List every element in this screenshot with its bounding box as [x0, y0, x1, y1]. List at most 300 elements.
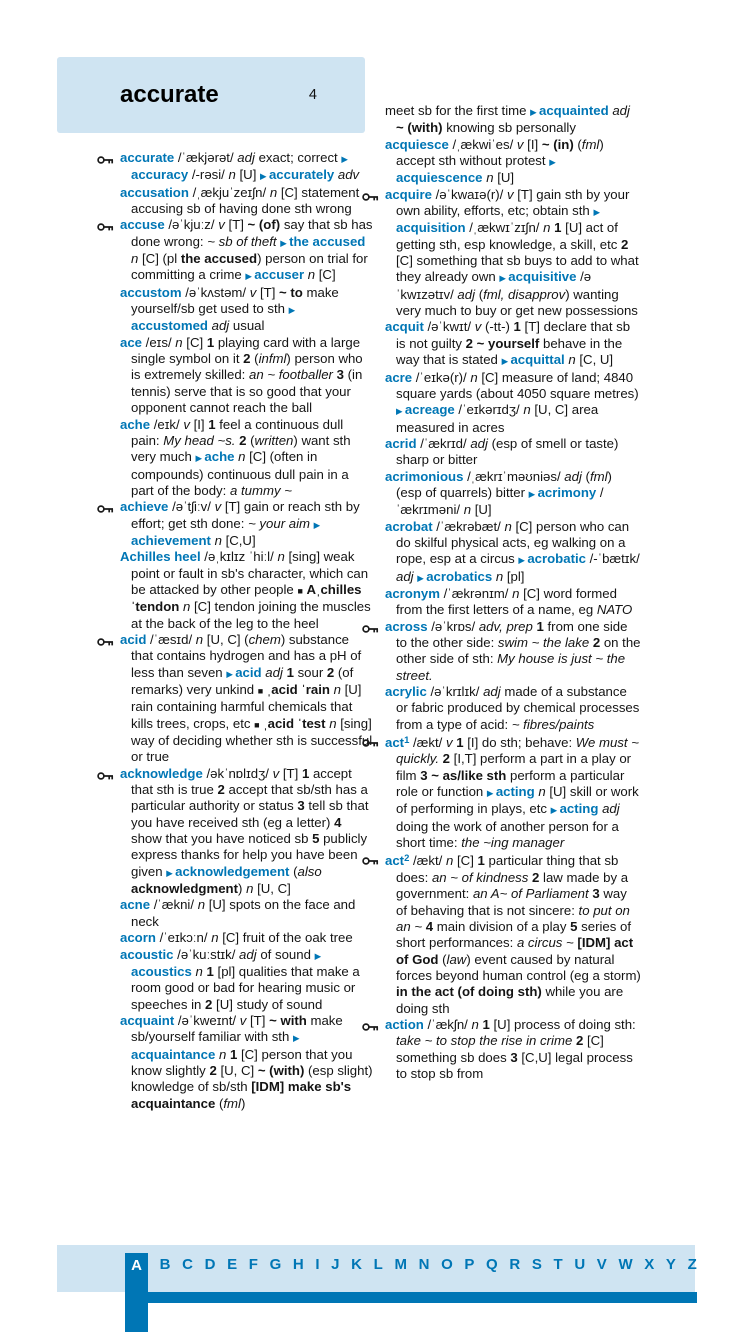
- entry-text-bold: 2: [205, 996, 213, 1012]
- dictionary-entry: [120, 897, 373, 930]
- alphabet-letter-a-active[interactable]: A: [125, 1253, 148, 1332]
- entry-text-italic: n: [523, 402, 531, 418]
- entry-text: exact; correct: [254, 150, 342, 165]
- dictionary-entry: [385, 187, 641, 320]
- entry-text: /əˈkwaɪə(r)/: [431, 186, 507, 202]
- entry-text: /ˈeɪkə(r)/: [412, 369, 471, 385]
- entry-text-bold: ~ as/like sth: [431, 767, 507, 783]
- entry-text: on the other side of sth:: [396, 635, 641, 667]
- entry-text: /eɪk/: [150, 416, 184, 432]
- entry-text: [T]: [279, 765, 302, 781]
- derivative-arrow-icon: ▶: [593, 207, 600, 218]
- derivative-arrow-icon: ▶: [501, 356, 511, 367]
- entry-text-italic: n: [183, 599, 191, 615]
- entry-text-bold: in the act (of doing sth): [396, 984, 542, 1000]
- dictionary-entry: [385, 436, 641, 469]
- entry-text-bold: ~ (with): [396, 120, 443, 136]
- keyword-key-icon: [97, 635, 114, 651]
- derivative-arrow-icon: ▶: [313, 519, 321, 530]
- alphabet-letter-u[interactable]: U: [574, 1256, 586, 1273]
- dictionary-entry: [120, 217, 373, 284]
- derivative-arrow-icon: ▶: [260, 171, 269, 182]
- entry-text-italic: fml: [581, 136, 600, 152]
- guideword-header-panel: [57, 57, 365, 133]
- headword: accusation: [120, 184, 189, 200]
- entry-text-italic: to put on an ~: [396, 902, 630, 934]
- entry-text: /eɪs/: [142, 334, 176, 350]
- dictionary-entry: [385, 103, 641, 137]
- entry-text: /əˈkwɪt/: [423, 319, 475, 335]
- entry-text-italic: fml: [223, 1095, 241, 1111]
- entry-text: [I]: [523, 136, 542, 152]
- entry-text: [C] something sb does: [396, 1033, 604, 1065]
- dictionary-entry: [385, 733, 641, 851]
- entry-text: ) substance that contains hydrogen and has a pH of less than seven: [131, 631, 362, 680]
- derivative-arrow-icon: ▶: [195, 453, 205, 464]
- keyword-key-icon: [97, 769, 114, 785]
- alphabet-letter-t[interactable]: T: [553, 1256, 563, 1273]
- derivative-word: achievement: [131, 532, 211, 548]
- entry-text: /əˌkɪlɪz ˈhiːl/: [200, 549, 278, 565]
- entry-text-italic: n: [195, 963, 203, 979]
- entry-text-italic: v: [218, 217, 225, 233]
- derivative-arrow-icon: ▶: [226, 668, 236, 679]
- entry-text-bold: 1: [286, 664, 294, 680]
- derivative-arrow-icon: ▶: [280, 237, 290, 248]
- entry-text: [C] person who can do skilful physical acts, eg walking on a rope, esp at a circus: [396, 518, 630, 567]
- entry-text: /əˈkrɪlɪk/: [426, 684, 484, 700]
- entry-text: ) want sth very much: [131, 432, 351, 465]
- alphabet-letter-l[interactable]: L: [373, 1256, 383, 1273]
- headword: across: [385, 618, 428, 634]
- keyword-key-icon: [362, 854, 379, 870]
- entry-text-italic: fml, disapprov: [483, 286, 566, 302]
- compound-square-icon: ■: [297, 585, 303, 596]
- entry-text: [C]: [453, 853, 478, 869]
- entry-text: ) event caused by natural forces beyond human control (eg a storm): [396, 951, 641, 983]
- entry-text-bold: ~ with: [269, 1012, 307, 1028]
- entry-text: sour: [293, 664, 327, 680]
- entry-text: [C, U]: [575, 352, 614, 368]
- entry-text-italic: adj: [483, 684, 501, 700]
- entry-text: ) accept sth without protest: [396, 136, 604, 169]
- entry-text-bold: 4: [334, 814, 342, 830]
- entry-text-italic: adj: [564, 468, 582, 484]
- entry-text: [U] skill or work of performing in plays, etc: [396, 784, 639, 817]
- dictionary-entry: [385, 619, 641, 684]
- keyword-key-icon: [97, 220, 114, 236]
- entry-text-italic: n: [333, 682, 341, 697]
- entry-text: [U] process of doing sth:: [489, 1016, 636, 1032]
- entry-text: feel a continuous dull pain:: [131, 416, 344, 448]
- alphabet-letter-x[interactable]: X: [644, 1256, 655, 1273]
- entry-text-bold: 2: [239, 432, 247, 448]
- alphabet-letter-c[interactable]: C: [182, 1256, 193, 1273]
- entry-text: (: [246, 432, 255, 448]
- entry-text-bold: 1: [482, 1016, 490, 1032]
- entry-text: [T]: [224, 217, 248, 233]
- dictionary-entry: [120, 930, 373, 946]
- page-number: 4: [308, 87, 317, 103]
- dictionary-entry: [385, 469, 641, 519]
- keyword-key-icon: [362, 1020, 379, 1036]
- entry-text-italic: adj: [237, 150, 255, 165]
- entry-text: /ˈækrəbæt/: [432, 518, 505, 534]
- headword: action: [385, 1016, 424, 1032]
- entry-text-italic: ~ fibres/paints: [511, 716, 595, 732]
- entry-text: /-ˈbætɪk/: [585, 551, 640, 567]
- alphabet-nav: [125, 1253, 697, 1276]
- headword: accustom: [120, 284, 182, 300]
- derivative-arrow-icon: ▶: [499, 273, 509, 284]
- entry-text-bold: 1: [206, 963, 214, 979]
- entry-text-italic: an A~ of Parliament: [472, 886, 589, 902]
- keyword-key-icon: [97, 502, 114, 518]
- entry-text: publicly express thanks for help you have been given: [131, 831, 368, 879]
- entry-text: [I]: [189, 416, 209, 432]
- entry-text: /ˈeɪkɔːn/: [155, 930, 212, 946]
- entry-text-bold: 5: [312, 831, 320, 847]
- alphabet-letter-p[interactable]: P: [464, 1256, 475, 1273]
- entry-text-bold: 1: [229, 1046, 238, 1062]
- entry-text-italic: n: [486, 170, 494, 186]
- derivative-arrow-icon: ▶: [288, 305, 296, 316]
- entry-text: [C] tendon joining the muscles at the back of the leg to the heel: [131, 599, 371, 631]
- entry-text-bold: 2: [217, 782, 225, 798]
- homograph-number: 2: [404, 853, 410, 865]
- entry-text-italic: v: [272, 765, 280, 781]
- alphabet-letter-e[interactable]: E: [227, 1256, 238, 1273]
- entry-text: /əˈkuːstɪk/: [173, 946, 240, 962]
- entry-text: /-rəsi/: [188, 167, 229, 183]
- entry-text: /əˈkrɒs/: [427, 618, 479, 634]
- entry-text-italic: n: [463, 502, 472, 518]
- entry-text-italic: adj: [239, 946, 257, 962]
- entry-text-italic: We must ~ quickly.: [396, 735, 639, 767]
- entry-text-bold: ~ yourself: [476, 335, 540, 351]
- derivative-word: acid: [235, 664, 262, 680]
- entry-text-italic: n: [228, 167, 236, 183]
- entry-text: /ˈæsɪd/: [146, 631, 196, 647]
- alphabet-letter-k[interactable]: K: [351, 1256, 362, 1273]
- headword: ace: [120, 334, 143, 350]
- entry-text: meet sb for the first time: [385, 103, 531, 118]
- entry-text: /əˈkjuːz/: [164, 217, 219, 233]
- entry-text-italic: n: [218, 1046, 227, 1062]
- entry-text: [U, C] (: [203, 631, 249, 647]
- entry-text-italic: swim ~ the lake: [497, 635, 590, 650]
- entry-text: (in tennis) serve that is so good that your opponent cannot reach the ball: [131, 367, 363, 416]
- entry-text: /ækt/: [409, 735, 446, 751]
- entry-text-bold: ~ (of): [247, 217, 281, 233]
- entry-text-italic: n: [246, 881, 254, 897]
- keyword-key-icon: [362, 622, 379, 638]
- headword: acrimonious: [385, 468, 464, 484]
- entry-text-italic: n: [277, 549, 285, 565]
- entry-text-bold: make sb's acquaintance: [131, 1079, 352, 1111]
- entry-text-italic: also: [297, 863, 322, 879]
- dictionary-entry: [120, 285, 373, 335]
- entry-text: [T]: [256, 284, 280, 300]
- entry-text-italic: an ~ of kindness: [431, 869, 529, 885]
- entry-text-italic: n: [131, 251, 139, 267]
- entry-text: /ækt/: [409, 853, 446, 869]
- headword: act: [385, 735, 405, 751]
- entry-text: accept that sb/sth has a particular authority or status: [131, 782, 368, 814]
- alphabet-letter-i[interactable]: I: [315, 1256, 320, 1273]
- entry-text: /ˌækrɪˈməʊniəs/: [463, 468, 565, 484]
- dictionary-entry: [120, 766, 373, 898]
- entry-text: /ˈækrənɪm/: [439, 585, 513, 601]
- entry-text-bold: 1: [536, 618, 544, 634]
- alphabet-bar: [125, 1292, 697, 1303]
- entry-text-bold: 3: [592, 886, 600, 902]
- entry-text-bold: 4: [425, 918, 434, 934]
- derivative-arrow-icon: ▶: [550, 805, 560, 816]
- entry-text-italic: v: [506, 186, 514, 202]
- entry-text: /əˈkʌstəm/: [181, 284, 250, 300]
- dictionary-entry: [385, 137, 641, 187]
- entry-text: of sound: [256, 946, 315, 962]
- entry-text-bold: ~ (with): [257, 1062, 305, 1078]
- entry-text-bold: 3: [336, 367, 344, 383]
- derivative-word: acrobatics: [426, 568, 493, 584]
- entry-text: (-tt-): [481, 319, 514, 335]
- alphabet-letter-m[interactable]: M: [394, 1256, 407, 1273]
- derivative-word: acting: [559, 801, 599, 817]
- headword: accuse: [120, 217, 165, 233]
- entry-text-italic: fml: [589, 468, 608, 484]
- entry-text: ) (esp of quarrels) bitter: [396, 468, 612, 500]
- derivative-word: accuser: [254, 267, 305, 283]
- entry-text: show that you have noticed sb: [131, 831, 313, 847]
- entry-text-bold: 3: [297, 798, 305, 814]
- derivative-word: acquisitive: [508, 269, 577, 285]
- alphabet-letter-n[interactable]: N: [418, 1256, 430, 1273]
- entry-text-italic: n: [197, 897, 206, 913]
- alphabet-letter-r[interactable]: R: [509, 1256, 521, 1273]
- derivative-word: acting: [495, 784, 535, 800]
- entry-text-italic: v: [183, 416, 190, 432]
- dictionary-entry: [385, 586, 641, 619]
- derivative-arrow-icon: ▶: [549, 157, 556, 168]
- entry-text-bold: 3: [510, 1049, 518, 1065]
- entry-text: [sing] weak point or fault in sb's character, which can be attacked by other people: [131, 549, 369, 597]
- entry-text: [U, C]: [216, 1062, 258, 1078]
- derivative-arrow-icon: ▶: [417, 572, 427, 583]
- alphabet-letter-b[interactable]: B: [159, 1256, 171, 1273]
- dictionary-entry: [385, 684, 641, 733]
- entry-text: [I] do sth; behave:: [463, 735, 576, 751]
- derivative-word: acreage: [404, 402, 455, 418]
- entry-text: [C] fruit of the oak tree: [218, 930, 353, 946]
- entry-text-italic: n: [211, 930, 219, 946]
- derivative-word: accurately: [268, 167, 335, 183]
- derivative-arrow-icon: ▶: [396, 406, 405, 417]
- alphabet-letter-w[interactable]: W: [618, 1256, 633, 1273]
- headword: acrylic: [385, 684, 427, 700]
- compound-square-icon: ■: [254, 719, 260, 730]
- entry-text: (esp of smell or taste) sharp or bitter: [396, 435, 619, 468]
- entry-text: [T] gain or reach sth by effort; get sth done:: [131, 499, 360, 531]
- entry-text-italic: n: [512, 585, 520, 601]
- entry-text-bold: 2: [442, 751, 451, 767]
- entry-text: (: [289, 863, 298, 879]
- entry-text: accept that sth is true: [131, 765, 352, 798]
- entry-text: [C]: [182, 334, 207, 350]
- dictionary-column-left: [120, 150, 373, 1112]
- entry-text-italic: adj: [602, 801, 620, 817]
- entry-text-italic: n: [175, 334, 183, 350]
- alphabet-letter-q[interactable]: Q: [486, 1256, 498, 1273]
- entry-text-bold: 1: [206, 334, 215, 350]
- alphabet-letter-f[interactable]: F: [248, 1256, 258, 1273]
- entry-text: usual: [229, 318, 265, 334]
- entry-text: [T] gain sth by your own ability, efforts, etc; obtain sth: [396, 186, 630, 219]
- dictionary-entry: [120, 499, 373, 549]
- entry-text: [T]: [246, 1012, 270, 1028]
- derivative-word: acrobatic: [527, 551, 586, 567]
- entry-text: (of remarks) very unkind: [131, 664, 354, 697]
- entry-text-italic: My house is just ~ the street.: [396, 651, 626, 683]
- entry-text-bold: 3: [420, 767, 428, 783]
- entry-text: make yourself/sb get used to sth: [131, 284, 339, 317]
- alphabet-letter-d[interactable]: D: [204, 1256, 216, 1273]
- entry-text: ): [238, 881, 247, 897]
- derivative-word: accustomed: [131, 318, 208, 334]
- entry-text: [U] rain containing harmful chemicals that kills trees, crops, etc: [131, 682, 362, 731]
- dictionary-entry: [385, 519, 641, 586]
- entry-text-italic: n: [214, 532, 222, 548]
- entry-text: behave in the way that is stated: [396, 335, 623, 368]
- entry-text: (esp slight) knowledge of sb/sth: [131, 1062, 373, 1095]
- entry-text: made of a substance or fabric produced by chemical processes from a type of acid:: [396, 684, 640, 732]
- entry-text-italic: adj: [265, 664, 283, 680]
- entry-text-italic: the ~ing manager: [461, 835, 565, 851]
- entry-text-italic: NATO: [596, 602, 633, 618]
- entry-text: /əkˈnɒlɪdʒ/: [202, 765, 273, 781]
- headword: acronym: [385, 585, 440, 601]
- entry-text: ): [240, 1095, 246, 1111]
- entry-text: [C] (pl: [138, 251, 181, 267]
- entry-text-italic: v: [446, 735, 453, 751]
- entry-text: /ˌækwɪˈzɪʃn/: [465, 220, 544, 236]
- entry-text: perform a particular role or function: [396, 767, 625, 800]
- derivative-word: acquisition: [396, 220, 466, 236]
- entry-text-bold: 1: [208, 416, 216, 432]
- entry-text: knowing sb personally: [442, 120, 576, 136]
- derivative-word: acknowledgement: [175, 863, 290, 879]
- keyword-key-icon: [97, 153, 114, 169]
- dictionary-entry: [120, 1013, 373, 1112]
- entry-text-italic: a circus ~: [516, 935, 574, 951]
- entry-text: [pl] qualities that make a room good or bad for hearing music or speeches in: [131, 963, 360, 1012]
- idiom-marker: [IDM]: [577, 935, 611, 951]
- entry-text: main division of a play: [433, 918, 571, 934]
- entry-text: series of short performances:: [396, 918, 631, 951]
- headword: acoustic: [120, 946, 174, 962]
- dictionary-entry: [120, 185, 373, 218]
- entry-text: [I,T] perform a part in a play or film: [396, 751, 632, 783]
- entry-text: [U]: [235, 167, 261, 183]
- keyword-key-icon: [362, 736, 379, 752]
- entry-text-bold: 2: [592, 635, 601, 650]
- entry-text: [U] spots on the face and neck: [131, 897, 356, 929]
- entry-text: (: [573, 136, 582, 152]
- alphabet-letter-g[interactable]: G: [269, 1256, 282, 1273]
- idiom-marker: [IDM]: [251, 1079, 285, 1095]
- headword: acknowledge: [120, 765, 203, 781]
- headword: acrobat: [385, 518, 433, 534]
- entry-text-italic: v: [516, 136, 524, 152]
- entry-text-bold: 1: [301, 765, 310, 781]
- entry-text: /ˈækjərət/: [174, 150, 238, 165]
- entry-text: [C] measure of land; 4840 square yards (about 4050 square metres): [396, 369, 639, 401]
- entry-text: make sb/yourself familiar with sth: [131, 1012, 343, 1045]
- dictionary-entry: [385, 1017, 641, 1082]
- entry-text: doing the work of another person for a short time:: [396, 818, 619, 851]
- entry-text-italic: written: [254, 432, 294, 448]
- alphabet-letter-y[interactable]: Y: [665, 1256, 676, 1273]
- entry-text: [C] statement accusing sb of having done sth wrong: [131, 184, 360, 217]
- alphabet-letter-v[interactable]: V: [596, 1256, 607, 1273]
- homograph-number: 1: [404, 735, 410, 747]
- entry-text: (: [438, 951, 447, 967]
- derivative-arrow-icon: ▶: [245, 271, 255, 282]
- entry-text: [C]: [315, 267, 336, 283]
- entry-text-bold: ˌacid ˈrain: [266, 682, 330, 697]
- derivative-word: acquiescence: [396, 170, 483, 186]
- entry-text-italic: adj: [396, 568, 414, 584]
- entry-text-italic: ~ sb of theft: [207, 233, 277, 249]
- alphabet-letter-o[interactable]: O: [441, 1256, 453, 1273]
- dictionary-entry: [120, 335, 373, 417]
- entry-text-bold: Aˌchilles ˈtendon: [131, 581, 362, 615]
- entry-text-italic: adj: [470, 435, 488, 451]
- entry-text-italic: adj: [457, 286, 476, 302]
- entry-text-bold: 1: [456, 735, 464, 751]
- entry-text: /ˈækrɪməni/: [396, 484, 604, 518]
- alphabet-letter-j[interactable]: J: [331, 1256, 340, 1273]
- entry-text-italic: v: [214, 499, 222, 515]
- entry-text-italic: n: [538, 784, 546, 800]
- alphabet-letter-s[interactable]: S: [531, 1256, 542, 1273]
- entry-text: [U] study of sound: [212, 996, 323, 1012]
- entry-text-bold: 1: [477, 853, 485, 869]
- entry-text-italic: n: [471, 1016, 479, 1032]
- entry-text: [sing] way of deciding whether sth is successful or true: [131, 715, 373, 765]
- entry-text: /ˈækʃn/: [423, 1016, 472, 1032]
- derivative-arrow-icon: ▶: [341, 154, 348, 164]
- entry-text: (: [250, 351, 259, 367]
- entry-text: [T] declare that sb is not guilty: [396, 319, 631, 351]
- entry-text: tell sb that you have received sth (eg a letter): [131, 798, 369, 830]
- entry-text-italic: adj: [612, 103, 630, 118]
- alphabet-letter-h[interactable]: H: [292, 1256, 304, 1273]
- entry-text: [U]: [493, 170, 515, 186]
- entry-text: /ˈeɪkərɪdʒ/: [454, 402, 524, 418]
- entry-text-bold: 1: [513, 319, 521, 335]
- derivative-arrow-icon: ▶: [166, 867, 176, 878]
- dictionary-entry: [120, 632, 373, 766]
- alphabet-letter-z[interactable]: Z: [687, 1256, 697, 1273]
- entry-text: [C,U] legal process to stop sb from: [396, 1049, 633, 1081]
- entry-text-bold: the accused: [180, 251, 258, 267]
- dictionary-entry: [385, 851, 641, 1016]
- dictionary-entry: [385, 319, 641, 369]
- entry-text-bold: act of God: [396, 935, 634, 967]
- entry-text: way of behaving that is not sincere:: [396, 886, 627, 918]
